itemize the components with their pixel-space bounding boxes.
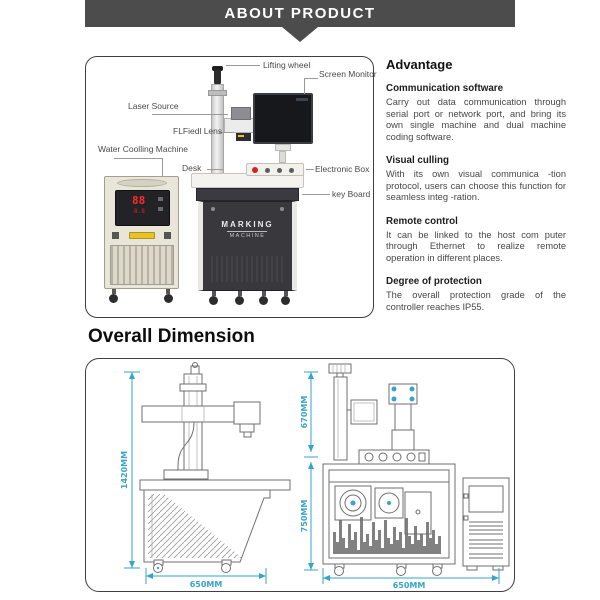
drawing-lifting-wheel-top: [329, 364, 351, 373]
advantage-item-visual-culling: [386, 155, 586, 204]
drawing-monitor-back: [351, 400, 377, 424]
advantage-body: It can be linked to the host com puter through Ethernet to realize remote operation in different places.: [386, 229, 566, 263]
advantage-heading: Remote control: [386, 215, 458, 227]
cabinet-screw: [280, 207, 284, 211]
chiller-button: [158, 207, 163, 211]
cabinet-screw: [211, 207, 215, 211]
advantage-body: With its own visual communica -tion protocol, users can choose this function for seamless integ -ration.: [386, 169, 566, 202]
advantage-heading: Degree of protection: [386, 276, 482, 287]
lifting-knob: [214, 70, 221, 84]
leader-lifting-wheel: [226, 65, 260, 66]
column-collar: [208, 90, 227, 96]
advantage-heading: Communication software: [386, 83, 504, 94]
drawing-caster-wheel: [433, 567, 442, 576]
chiller-warning-sticker: [129, 232, 155, 239]
chiller-bolt: [164, 232, 171, 239]
chiller-button: [158, 197, 163, 201]
keyboard-drawer-illustration: [196, 188, 299, 201]
leader-laser-source: [152, 114, 228, 115]
leader-water-cooling-v: [162, 158, 163, 176]
leader-screen-monitor-v: [304, 78, 305, 94]
side-height-label: 1420MM: [120, 450, 129, 490]
galvo-head: [231, 107, 251, 120]
drawing-bracket-mid: [395, 404, 411, 430]
label-lifting-wheel: Lifting wheel: [263, 60, 311, 70]
monitor-glint: [296, 98, 308, 101]
field-lens: [236, 133, 251, 141]
cabinet-brand-line1: MARKING: [221, 220, 274, 229]
drawing-base-plate: [164, 470, 208, 479]
drawing-lens: [240, 424, 254, 432]
chiller-led-readout: 88: [132, 194, 146, 207]
drawing-desk-top: [140, 480, 290, 490]
label-desk: Desk: [182, 163, 202, 173]
caster-wheel: [259, 296, 268, 305]
dimension-title: Overall Dimension: [88, 326, 255, 347]
advantage-title: Advantage: [386, 57, 453, 72]
lens-label-stripe: [238, 135, 244, 137]
drawing-caster-wheel: [397, 567, 406, 576]
caster-wheel: [281, 296, 290, 305]
chiller-control-panel: [115, 190, 170, 226]
label-laser-source: Laser Source: [128, 101, 179, 111]
chiller-tank-opening: [117, 179, 167, 187]
power-button-red: [252, 167, 258, 173]
leader-electronic-box: [306, 169, 314, 170]
drawing-collar: [180, 384, 206, 391]
drawing-nozzle: [244, 432, 251, 437]
electronic-box-illustration: [246, 163, 304, 176]
leader-screen-monitor-h: [304, 78, 318, 79]
chiller-vent-grille: [110, 245, 174, 285]
chiller-led-readout-small: 8.8: [134, 208, 145, 215]
front-view-drawing: [299, 362, 511, 590]
caster-wheel: [209, 296, 218, 305]
leader-water-cooling-h: [114, 158, 162, 159]
front-width-label: 650MM: [392, 581, 426, 590]
cabinet-brand-line2: MACHINE: [229, 233, 266, 239]
cabinet-texture: [211, 256, 283, 282]
product-figure-box: [85, 56, 377, 318]
control-knob: [289, 168, 294, 173]
leader-keyboard: [302, 194, 330, 195]
front-upper-height-label: 670MM: [300, 395, 309, 429]
label-keyboard: key Board: [332, 189, 371, 199]
leader-desk: [207, 169, 223, 170]
label-water-cooling: Water Coolling Machine: [98, 144, 188, 154]
advantage-item-remote-control: [386, 216, 586, 265]
drawing-laser-arm: [142, 406, 246, 422]
control-knob: [277, 168, 282, 173]
advantage-section: [386, 57, 586, 325]
section-banner: [85, 0, 515, 27]
monitor-stand-pole: [279, 151, 286, 163]
banner-pointer-triangle: [282, 27, 318, 42]
caster-wheel: [164, 294, 173, 303]
drawing-caster-wheel: [222, 564, 231, 573]
label-lens: FLFiedl Lens: [173, 126, 223, 136]
advantage-body: Carry out data communication through serial port or network port, and bring its own single machine and dual machine coding software.: [386, 97, 566, 142]
dimension-figure-box: [85, 358, 515, 592]
caster-wheel: [109, 294, 118, 303]
advantage-body: The overall protection grade of the controller reaches IP55.: [386, 290, 566, 312]
drawing-caster-wheel: [335, 567, 344, 576]
machine-cabinet: [198, 201, 297, 291]
control-knob: [265, 168, 270, 173]
label-screen-monitor: Screen Monitor: [319, 69, 377, 79]
cabinet-brand-rule: [227, 231, 267, 232]
advantage-item-protection: [386, 276, 586, 313]
label-electronic-box: Electronic Box: [315, 164, 370, 174]
chiller-bolt: [112, 232, 119, 239]
advantage-item-communication: [386, 83, 586, 143]
front-lower-height-label: 750MM: [300, 499, 309, 533]
banner-title: ABOUT PRODUCT: [224, 5, 376, 22]
advantage-heading: Visual culling: [386, 155, 449, 166]
side-width-label: 650MM: [189, 580, 223, 589]
side-view-drawing: [94, 362, 299, 590]
drawing-column-front: [334, 377, 347, 460]
drawing-knob-stem: [337, 373, 343, 377]
drawing-head: [234, 402, 260, 424]
drawing-bracket-low: [392, 430, 414, 450]
screen-monitor-illustration: [253, 93, 313, 144]
monitor-stand: [275, 144, 291, 151]
water-chiller-illustration: [104, 176, 179, 289]
caster-wheel: [235, 296, 244, 305]
